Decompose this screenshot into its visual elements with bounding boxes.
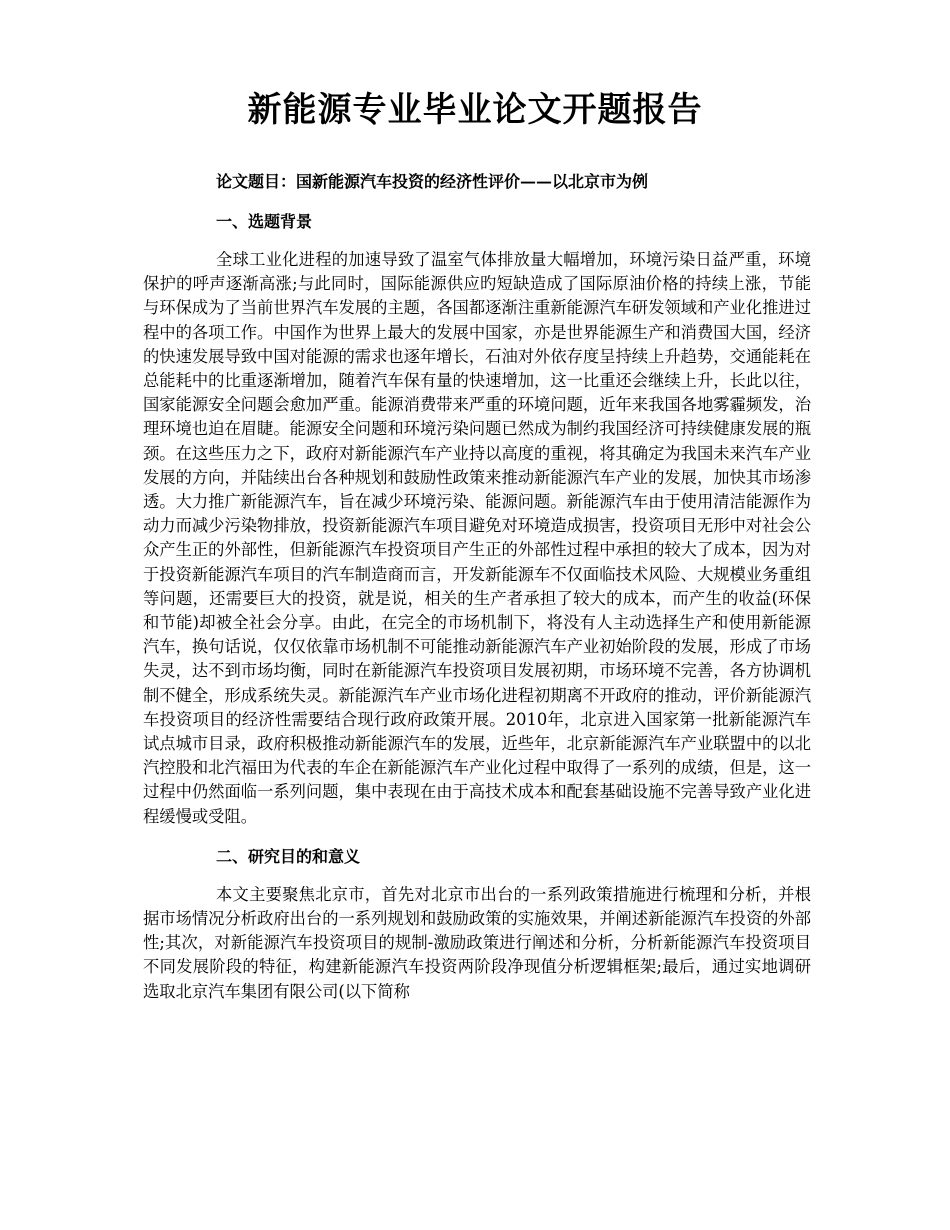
document-title: 新能源专业毕业论文开题报告 — [247, 90, 703, 130]
section-heading-purpose: 二、研究目的和意义 — [216, 846, 361, 866]
paragraph-purpose: 本文主要聚焦北京市，首先对北京市出台的一系列政策措施进行梳理和分析，并根据市场情况分析政府出台的一系列规划和鼓励政策的实施效果，并阐述新能源汽车投资的外部性;其次，对新能源汽车投资项目的规制-激励政策进行阐述和分析，分析新能源汽车投资项目不同发展阶段的特征，构建新能源汽车投资两阶段净现值分析逻辑框架;最后，通过实地调研选取北京汽车集团有限公司(以下简称 — [143, 884, 811, 1001]
paragraph-background: 全球工业化进程的加速导致了温室气体排放量大幅增加，环境污染日益严重，环境保护的呼声逐渐高涨;与此同时，国际能源供应旳短缺造成了国际原油价格的持续上涨，节能与环保成为了当前世界汽车发展的主题，各国都逐渐注重新能源汽车研发领域和产业化推进过程中的各项工作。中国作为世界上最大的发展中国家，亦是世界能源生产和消费国大国，经济的快速发展导致中国对能源的需求也逐年增长，石油对外依存度呈持续上升趋势，交通能耗在总能耗中的比重逐渐增加，随着汽车保有量的快速增加，这一比重还会继续上升，长此以往，国家能源安全问题会愈加严重。能源消费带来严重的环境问题，近年来我国各地雾霾频发，治理环境也迫在眉睫。能源安全问题和环境污染问题已然成为制约我国经济可持续健康发展的瓶颈。在这些压力之下，政府对新能源汽车产业持以高度的重视，将其确定为我国未来汽车产业发展的方向，并陆续出台各种规划和鼓励性政策来推动新能源汽车产业的发展，加快其市场渗透。大力推广新能源汽车，旨在减少环境污染、能源问题。新能源汽车由于使用清洁能源作为动力而减少污染物排放，投资新能源汽车项目避免对环境造成损害，投资项目无形中对社会公众产生正的外部性，但新能源汽车投资项目产生正的外部性过程中承担的较大了成本，因为对于投资新能源汽车项目的汽车制造商而言，开发新能源车不仅面临技术风险、大规模业务重组等问题，还需要巨大的投资，就是说，相关的生产者承担了较大的成本，而产生的收益(环保和节能)却被全社会分享。由此，在完全的市场机制下，将没有人主动选择生产和使用新能源汽车，换句话说，仅仅依靠市场机制不可能推动新能源汽车产业初始阶段的发展，形成了市场失灵，达不到市场均衡，同时在新能源汽车投资项目发展初期，市场环境不完善，各方协调机制不健全，形成系统失灵。新能源汽车产业市场化进程初期离不开政府的推动，评价新能源汽车投资项目的经济性需要结合现行政府政策开展。2010年，北京进入国家第一批新能源汽车试点城市目录，政府积极推动新能源汽车的发展，近些年，北京新能源汽车产业联盟中的以北汽控股和北汽福田为代表的车企在新能源汽车产业化过程中取得了一系列的成绩，但是，这一过程中仍然面临一系列问题，集中表现在由于高技术成本和配套基础设施不完善导致产业化进程缓慢或受阻。 — [143, 250, 811, 826]
thesis-title: 论文题目：国新能源汽车投资的经济性评价——以北京市为例 — [216, 172, 649, 191]
document-body — [143, 170, 811, 1020]
section-heading-background: 一、选题背景 — [216, 212, 313, 231]
